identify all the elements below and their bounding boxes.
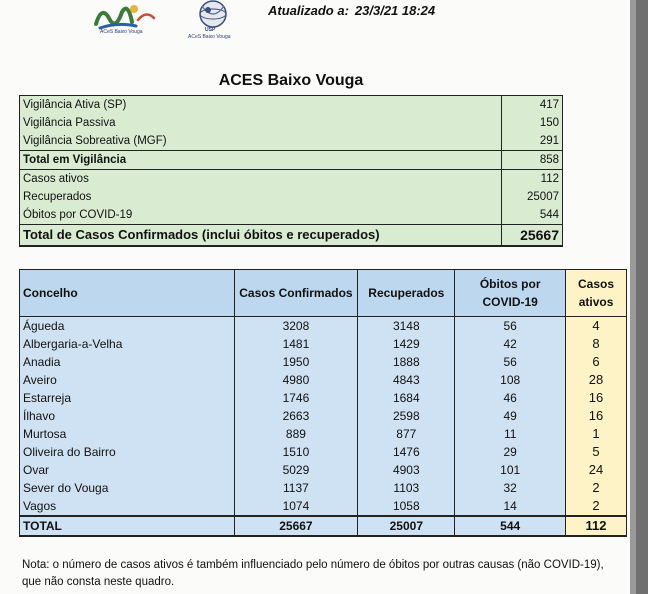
cell-ativos: 2 <box>566 497 627 516</box>
header-ativos-line2: ativos <box>578 295 614 309</box>
cell-obitos: 101 <box>455 461 566 479</box>
cell-recuperados: 877 <box>358 425 455 443</box>
header-ativos-line1: Casos <box>578 277 615 291</box>
summary-value: 25667 <box>502 225 563 247</box>
summary-row-total-confirmados <box>20 225 563 247</box>
concelho-header-row <box>20 270 627 317</box>
cell-recuperados: 1058 <box>358 497 455 516</box>
cell-confirmados: 1074 <box>234 497 358 516</box>
cell-recuperados: 1476 <box>358 443 455 461</box>
cell-recuperados: 1429 <box>358 335 455 353</box>
cell-concelho: Anadia <box>20 353 235 371</box>
cell-obitos: 14 <box>455 497 566 516</box>
summary-value: 112 <box>502 170 563 189</box>
header-obitos <box>455 270 566 317</box>
summary-label: Vigilância Ativa (SP) <box>20 96 502 115</box>
summary-label: Casos ativos <box>20 170 502 189</box>
summary-label: Vigilância Sobreativa (MGF) <box>20 132 502 151</box>
summary-value: 858 <box>502 151 563 170</box>
cell-concelho: Ovar <box>20 461 235 479</box>
cell-obitos: 56 <box>455 317 566 336</box>
cell-obitos: 56 <box>455 353 566 371</box>
table-row <box>20 407 627 425</box>
cell-concelho: Estarreja <box>20 389 235 407</box>
cell-concelho: Aveiro <box>20 371 235 389</box>
updated-value: 23/3/21 18:24 <box>354 3 436 18</box>
cell-confirmados: 1481 <box>234 335 358 353</box>
cell-obitos: 11 <box>455 425 566 443</box>
header-ativos <box>566 270 627 317</box>
updated-timestamp <box>268 3 435 18</box>
cell-confirmados: 1950 <box>234 353 358 371</box>
summary-row <box>20 170 563 189</box>
table-row <box>20 317 627 336</box>
table-row <box>20 335 627 353</box>
cell-ativos: 16 <box>566 407 627 425</box>
cell-ativos: 4 <box>566 317 627 336</box>
cell-recuperados: 4843 <box>358 371 455 389</box>
cell-total-ativos: 112 <box>566 516 627 536</box>
summary-row <box>20 114 563 132</box>
cell-recuperados: 1888 <box>358 353 455 371</box>
usp-logo-abbrev: USP <box>205 27 216 33</box>
cell-total-label: TOTAL <box>20 516 235 536</box>
aces-logo-label: ACeS Baixo Vouga <box>100 29 143 35</box>
header-recuperados: Recuperados <box>358 270 455 317</box>
cell-obitos: 29 <box>455 443 566 461</box>
cell-concelho: Murtosa <box>20 425 235 443</box>
usp-logo-label: ACeS Baixo Vouga <box>188 34 231 40</box>
concelho-table <box>19 269 627 537</box>
summary-value: 544 <box>502 206 563 225</box>
summary-row <box>20 206 563 225</box>
table-row <box>20 425 627 443</box>
header-confirmados: Casos Confirmados <box>234 270 358 317</box>
cell-confirmados: 1137 <box>234 479 358 497</box>
cell-concelho: Águeda <box>20 317 235 336</box>
header-obitos-line1: Óbitos por <box>479 277 541 291</box>
summary-row-total-vigilancia <box>20 151 563 170</box>
table-row <box>20 371 627 389</box>
updated-label: Atualizado a: <box>268 3 349 18</box>
cell-ativos: 1 <box>566 425 627 443</box>
cell-ativos: 2 <box>566 479 627 497</box>
cell-obitos: 49 <box>455 407 566 425</box>
summary-row <box>20 96 563 115</box>
cell-obitos: 108 <box>455 371 566 389</box>
cell-confirmados: 1510 <box>234 443 358 461</box>
cell-recuperados: 3148 <box>358 317 455 336</box>
table-row <box>20 479 627 497</box>
cell-ativos: 5 <box>566 443 627 461</box>
summary-label: Recuperados <box>20 188 502 206</box>
cell-concelho: Oliveira do Bairro <box>20 443 235 461</box>
cell-concelho: Sever do Vouga <box>20 479 235 497</box>
cell-ativos: 16 <box>566 389 627 407</box>
summary-label: Vigilância Passiva <box>20 114 502 132</box>
summary-label: Total em Vigilância <box>20 151 502 170</box>
header-obitos-line2: COVID-19 <box>482 295 538 309</box>
footnote: Nota: o número de casos ativos é também influenciado pelo número de óbitos por outras causas (não COVID-19), que não consta neste quadro. <box>22 559 604 588</box>
report-title: ACES Baixo Vouga <box>218 72 364 89</box>
summary-row <box>20 132 563 151</box>
cell-confirmados: 5029 <box>234 461 358 479</box>
cell-recuperados: 4903 <box>358 461 455 479</box>
cell-concelho: Ílhavo <box>20 407 235 425</box>
cell-confirmados: 1746 <box>234 389 358 407</box>
table-total-row <box>20 516 627 536</box>
cell-total-recuperados: 25007 <box>358 516 455 536</box>
cell-recuperados: 1103 <box>358 479 455 497</box>
cell-confirmados: 3208 <box>234 317 358 336</box>
summary-table <box>19 95 563 247</box>
cell-ativos: 6 <box>566 353 627 371</box>
summary-value: 291 <box>502 132 563 151</box>
summary-row <box>20 188 563 206</box>
cell-ativos: 28 <box>566 371 627 389</box>
cell-ativos: 24 <box>566 461 627 479</box>
window-edge <box>630 0 648 594</box>
cell-total-confirmados: 25667 <box>234 516 358 536</box>
summary-value: 25007 <box>502 188 563 206</box>
cell-ativos: 8 <box>566 335 627 353</box>
table-row <box>20 353 627 371</box>
cell-confirmados: 889 <box>234 425 358 443</box>
cell-confirmados: 4980 <box>234 371 358 389</box>
summary-value: 417 <box>502 96 563 115</box>
cell-concelho: Albergaria-a-Velha <box>20 335 235 353</box>
header-concelho: Concelho <box>20 270 235 317</box>
table-row <box>20 497 627 516</box>
cell-obitos: 32 <box>455 479 566 497</box>
table-row <box>20 461 627 479</box>
summary-label: Óbitos por COVID-19 <box>20 206 502 225</box>
summary-value: 150 <box>502 114 563 132</box>
cell-recuperados: 2598 <box>358 407 455 425</box>
cell-confirmados: 2663 <box>234 407 358 425</box>
cell-total-obitos: 544 <box>455 516 566 536</box>
summary-label: Total de Casos Confirmados (inclui óbitos e recuperados) <box>20 225 502 247</box>
cell-obitos: 42 <box>455 335 566 353</box>
cell-recuperados: 1684 <box>358 389 455 407</box>
cell-obitos: 46 <box>455 389 566 407</box>
cell-concelho: Vagos <box>20 497 235 516</box>
table-row <box>20 443 627 461</box>
table-row <box>20 389 627 407</box>
